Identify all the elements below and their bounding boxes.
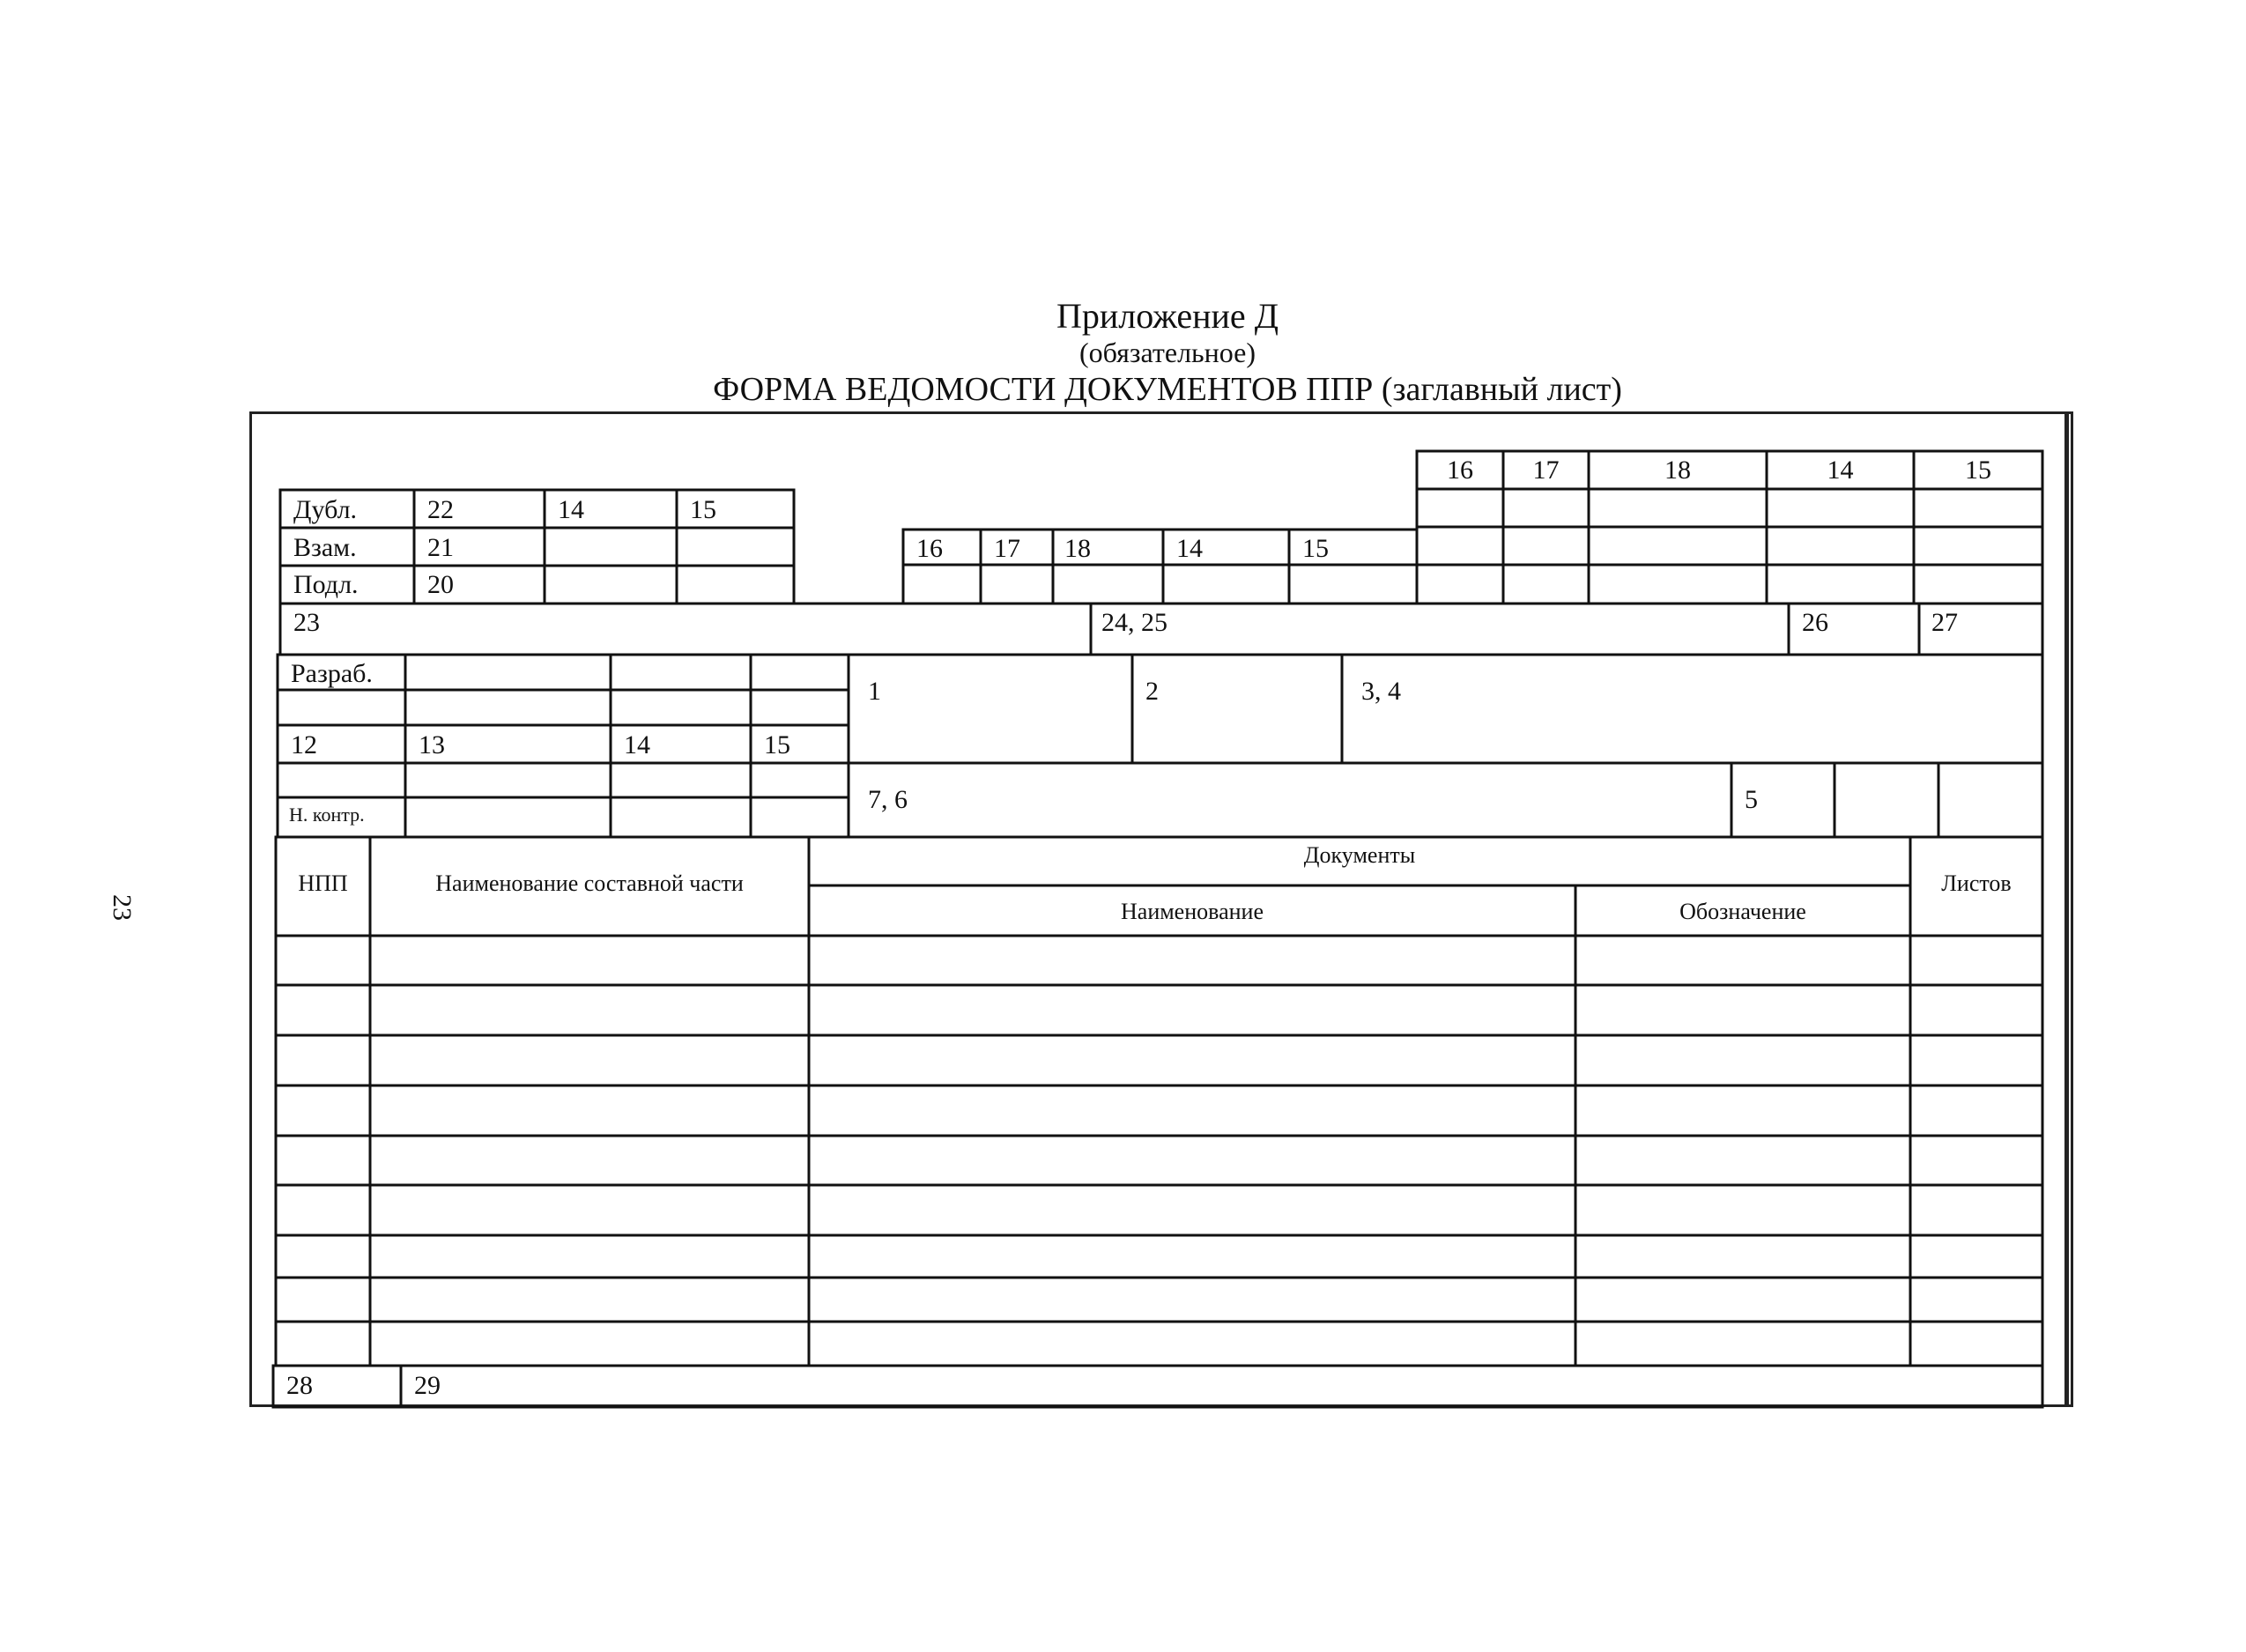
- code-15: 15: [690, 495, 716, 524]
- col-npp: НПП: [298, 870, 348, 896]
- footer-28: 28: [286, 1371, 313, 1400]
- col-doc-code: Обозначение: [1679, 899, 1806, 924]
- col-doc-name: Наименование: [1121, 899, 1264, 924]
- code-13: 13: [419, 730, 445, 759]
- code-12: 12: [291, 730, 317, 759]
- field-1: 1: [868, 677, 881, 706]
- field-7-6: 7, 6: [868, 785, 908, 814]
- code-14-title: 14: [624, 730, 650, 759]
- strip-26: 26: [1802, 608, 1828, 637]
- footer-row: [273, 1366, 2042, 1407]
- tr-header-17: 17: [1532, 456, 1560, 485]
- mid-header-16: 16: [916, 534, 943, 563]
- strip-23: 23: [293, 608, 320, 637]
- code-15-title: 15: [764, 730, 790, 759]
- appendix-title: Приложение Д: [1056, 296, 1279, 336]
- appendix-status: (обязательное): [1079, 337, 1256, 368]
- col-documents: Документы: [1303, 842, 1416, 868]
- mid-header-14: 14: [1176, 534, 1203, 563]
- mid-header-17: 17: [994, 534, 1020, 563]
- tr-header-16: 16: [1447, 456, 1473, 485]
- tr-header-15: 15: [1965, 456, 1991, 485]
- field-3-4: 3, 4: [1361, 677, 1401, 706]
- mid-header-15: 15: [1302, 534, 1329, 563]
- strip-27: 27: [1931, 608, 1958, 637]
- col-sheets: Листов: [1941, 870, 2012, 896]
- tr-header-18: 18: [1664, 456, 1691, 485]
- label-vzam: Взам.: [293, 533, 357, 562]
- field-2: 2: [1145, 677, 1159, 706]
- form-title: ФОРМА ВЕДОМОСТИ ДОКУМЕНТОВ ППР (заглавный лист): [713, 371, 1622, 408]
- label-n-kontr: Н. контр.: [289, 804, 365, 826]
- mid-header-18: 18: [1064, 534, 1091, 563]
- tr-header-14: 14: [1827, 456, 1854, 485]
- label-podl: Подл.: [293, 570, 359, 599]
- code-20: 20: [427, 570, 454, 599]
- field-5: 5: [1745, 785, 1758, 814]
- label-dubl: Дубл.: [293, 495, 358, 524]
- strip-24-25: 24, 25: [1101, 608, 1167, 637]
- title-block: [278, 655, 2042, 837]
- footer-29: 29: [414, 1371, 441, 1400]
- label-razrab: Разраб.: [291, 659, 373, 688]
- code-21: 21: [427, 533, 454, 562]
- col-component-name: Наименование составной части: [435, 870, 744, 896]
- code-22: 22: [427, 495, 454, 524]
- code-14: 14: [558, 495, 584, 524]
- page-number: 23: [107, 894, 137, 921]
